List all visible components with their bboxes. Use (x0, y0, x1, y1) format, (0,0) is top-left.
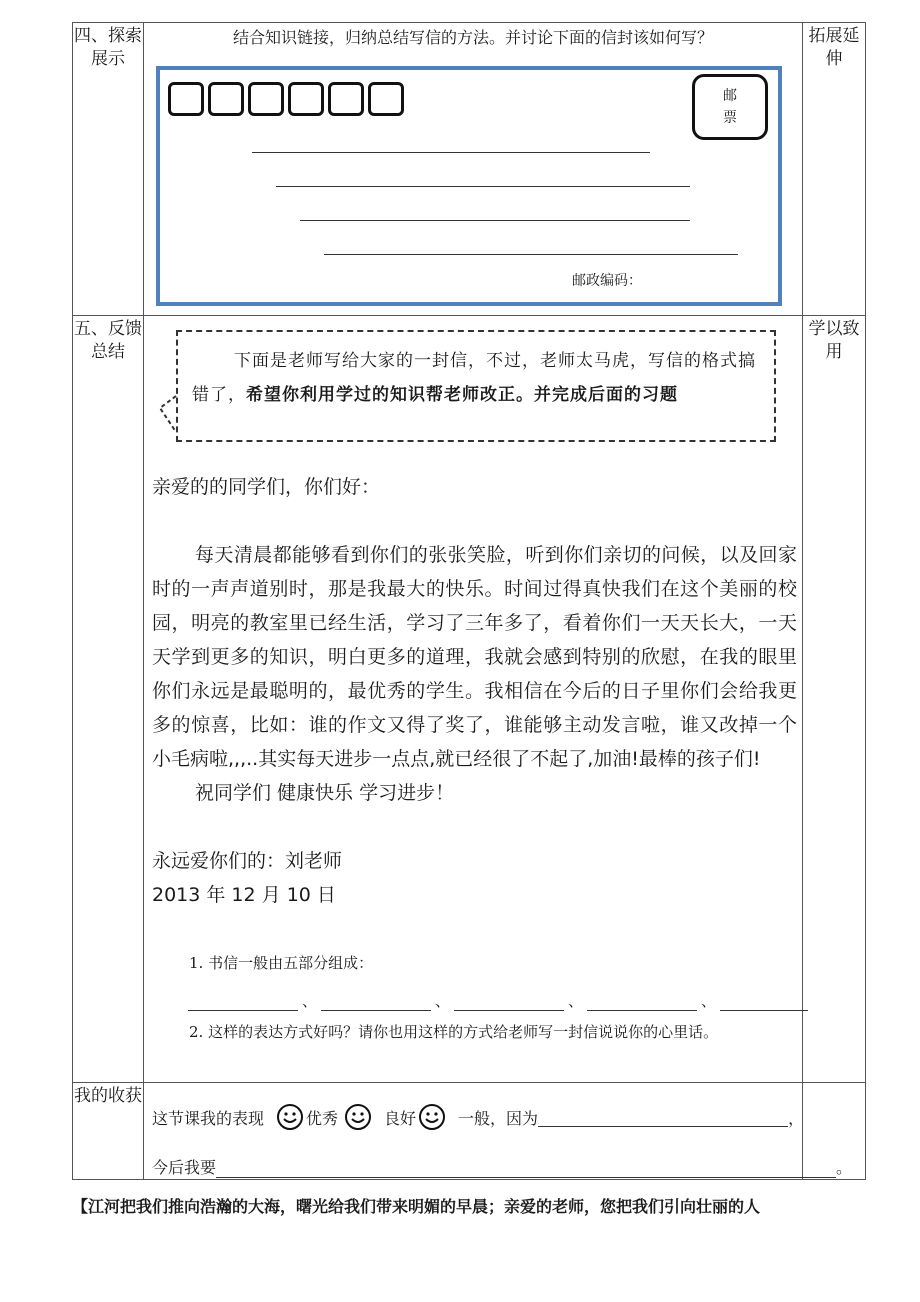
explore-prompt: 结合知识链接，归纳总结写信的方法。并讨论下面的信封该如何写？ (232, 28, 713, 47)
zip-code-boxes (168, 82, 404, 116)
extend-label: 拓展延伸 (808, 26, 860, 69)
future-prefix: 今后我要 (152, 1158, 217, 1177)
teacher-letter (152, 470, 797, 912)
harvest-content (144, 1083, 853, 1180)
footer-quote: 【江河把我们推向浩瀚的大海，曙光给我们带来明媚的早晨；亲爱的老师，您把我们引向壮丽的人 (72, 1197, 761, 1216)
future-line (152, 1155, 852, 1178)
address-line (252, 152, 650, 153)
option-average: 一般，因为 (458, 1108, 539, 1128)
smiley-icon[interactable] (276, 1103, 304, 1131)
callout-plain: 下面是老师写给大家的一封信，不过，老师太马虎，写信的格式搞错了， (192, 351, 756, 405)
answer-blank[interactable] (454, 990, 564, 1011)
option-good: 良好 (384, 1108, 417, 1128)
future-period: 。 (836, 1158, 853, 1177)
row-label-explore (73, 23, 144, 316)
stamp-text: 邮 (723, 88, 737, 104)
blank-separator: 、 (435, 992, 451, 1010)
answer-blanks (188, 990, 808, 1011)
postal-code-label: 邮政编码： (572, 273, 642, 289)
future-blank[interactable] (216, 1159, 836, 1178)
blank-separator: 、 (568, 992, 584, 1010)
answer-blank[interactable] (321, 990, 431, 1011)
smiley-icon[interactable] (418, 1103, 446, 1131)
zip-box (248, 82, 284, 116)
zip-box (328, 82, 364, 116)
blank-separator: 、 (302, 992, 318, 1010)
feedback-content (144, 316, 803, 1083)
apply-label: 学以致用 (808, 319, 860, 362)
letter-body: 每天清晨都能够看到你们的张张笑脸，听到你们亲切的问候，以及回家时的一声声道别时，那是我最大的快乐。时间过得真快我们在这个美丽的校园，明亮的教室里已经生活，学习了三年多了，看着你们一天天长大，一天天学到更多的知识，明白更多的道理，我就会感到特别的欣慰，在我的眼里你们永远是最聪明的，最优秀的学生。我相信在今后的日子里你们会给我更多的惊喜，比如：谁的作文又得了奖了，谁能够主动发言啦，谁又改掉一个小毛病啦,,,..其实每天进步一点点,就已经很了不起了,加油!最棒的孩子们! (152, 544, 797, 770)
address-line (276, 186, 690, 187)
row-side-apply (803, 316, 866, 1083)
zip-box (208, 82, 244, 116)
row-side-extend (803, 23, 866, 316)
callout-text (192, 344, 764, 412)
row-label-harvest (73, 1083, 144, 1180)
answer-blank[interactable] (587, 990, 697, 1011)
zip-box (288, 82, 324, 116)
answer-blank[interactable] (188, 990, 298, 1011)
letter-date: 2013 年 12 月 10 日 (152, 884, 336, 906)
callout-bold: 希望你利用学过的知识帮老师改正。并完成后面的习题 (246, 385, 678, 405)
harvest-label: 我的收获 (74, 1086, 142, 1106)
letter-wish: 祝同学们 健康快乐 学习进步！ (195, 782, 455, 804)
callout-tail-icon (158, 394, 180, 434)
feedback-label: 五、反馈总结 (74, 319, 142, 362)
performance-prefix: 这节课我的表现 (152, 1108, 265, 1128)
letter-greeting: 亲爱的的同学们，你们好： (152, 476, 381, 498)
lesson-table (72, 22, 866, 1180)
question-1: 1. 书信一般由五部分组成： (189, 954, 374, 972)
row-label-feedback (73, 316, 144, 1083)
letter-signature: 永远爱你们的：刘老师 (152, 850, 343, 872)
explore-content (144, 23, 803, 316)
envelope (156, 66, 782, 306)
smiley-icon[interactable] (344, 1103, 372, 1131)
option-excellent: 优秀 (306, 1108, 339, 1128)
teacher-note-callout (176, 330, 776, 442)
reason-blank[interactable] (538, 1108, 788, 1127)
address-line (300, 220, 690, 221)
reason-comma: ， (788, 1108, 805, 1128)
blank-separator: 、 (701, 992, 717, 1010)
zip-box (368, 82, 404, 116)
stamp-text: 票 (723, 110, 737, 126)
address-line (324, 254, 738, 255)
stamp-box (692, 74, 768, 140)
question-2: 2. 这样的表达方式好吗？请你也用这样的方式给老师写一封信说说你的心里话。 (189, 1023, 719, 1041)
zip-box (168, 82, 204, 116)
answer-blank[interactable] (720, 990, 808, 1011)
explore-label: 四、探索展示 (74, 26, 142, 69)
performance-line (152, 1103, 804, 1131)
